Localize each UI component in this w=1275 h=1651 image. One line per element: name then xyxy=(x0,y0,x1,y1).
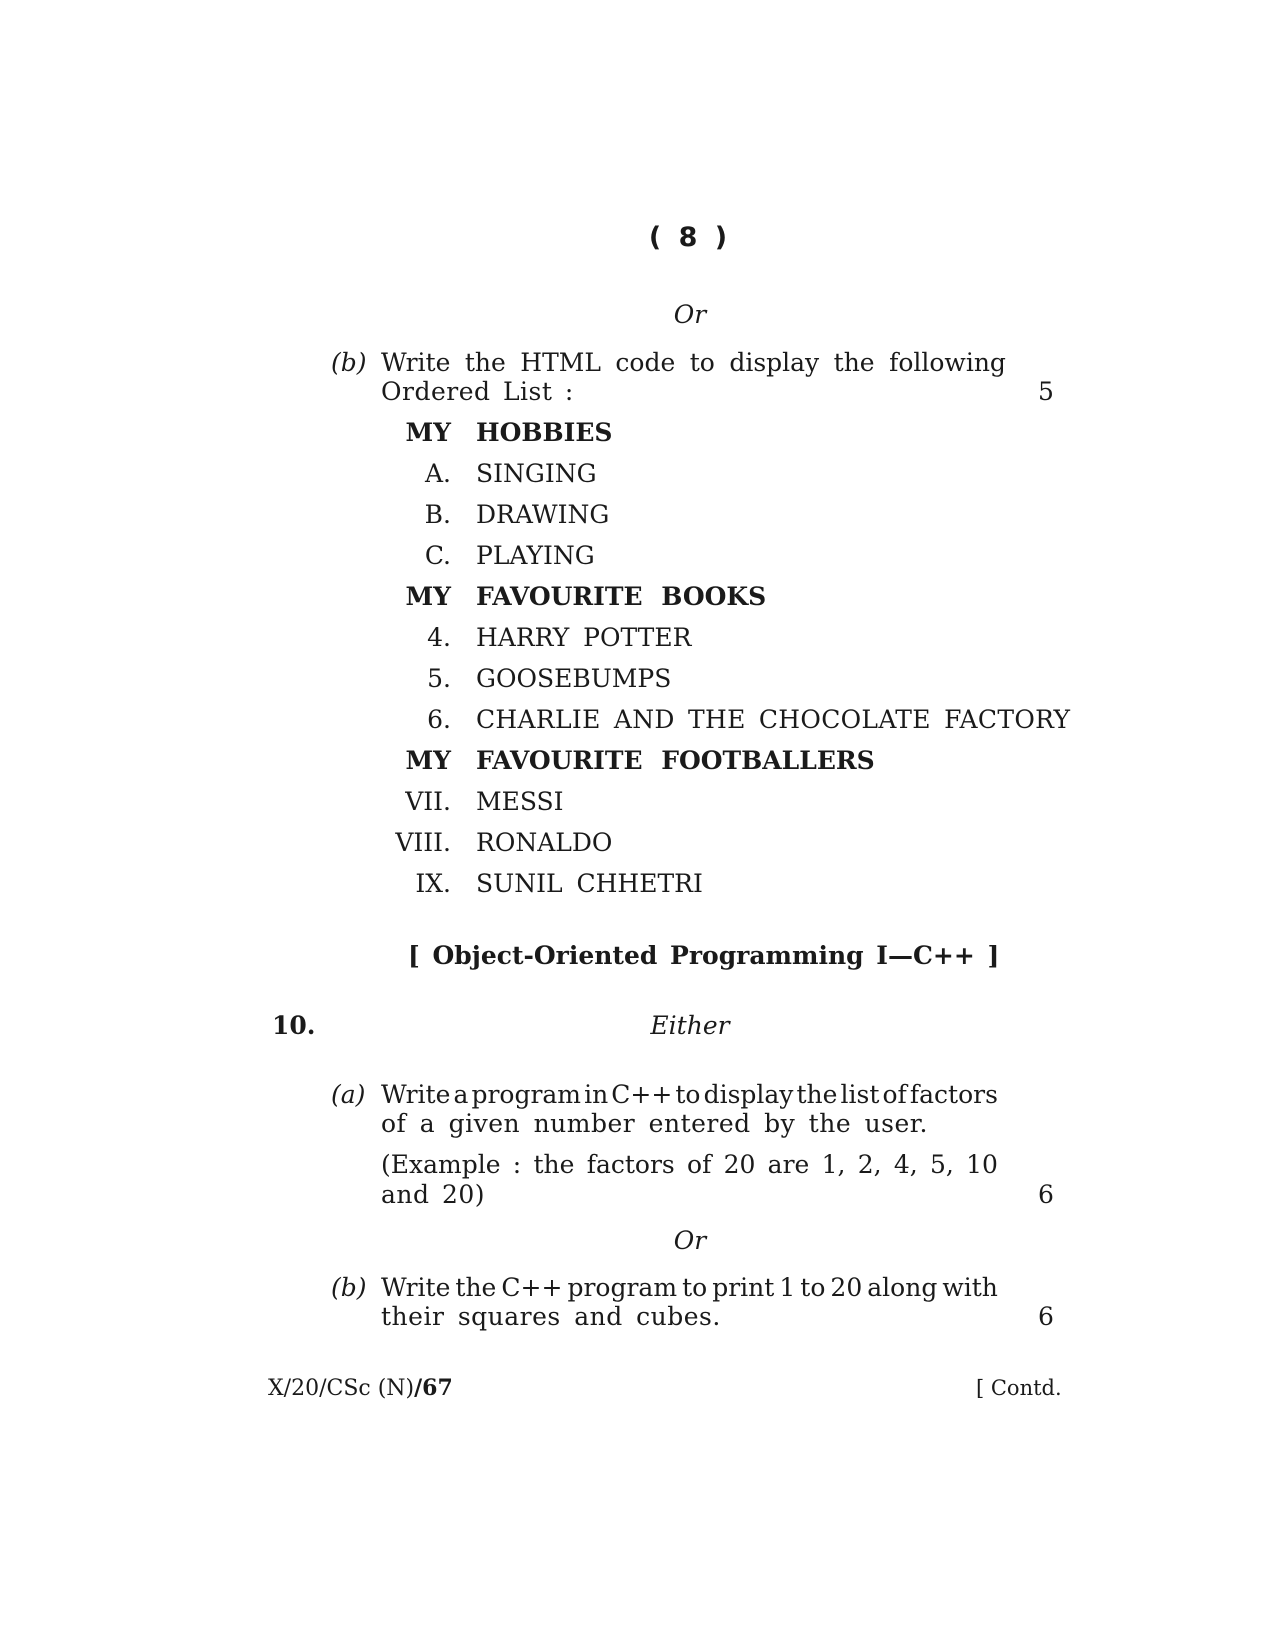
question-number: 10. xyxy=(272,1011,316,1040)
marks: 5 xyxy=(1038,377,1054,406)
word: following xyxy=(889,348,1006,377)
word: : xyxy=(512,1150,522,1179)
list-item: DRAWING xyxy=(476,500,610,529)
word: display xyxy=(703,1080,794,1109)
paper-code-suffix: /67 xyxy=(414,1375,453,1401)
word: program xyxy=(567,1273,678,1302)
word: 5, xyxy=(929,1150,954,1179)
paper-code xyxy=(268,1375,453,1401)
question-line xyxy=(381,1080,998,1109)
question-line xyxy=(381,1273,998,1302)
word: the xyxy=(455,1273,497,1302)
list-item: PLAYING xyxy=(476,541,595,570)
contd-label: [ Contd. xyxy=(976,1376,1062,1400)
list-marker: C. xyxy=(424,541,451,570)
word: are xyxy=(767,1150,810,1179)
list-marker: A. xyxy=(424,459,451,488)
word: 20 xyxy=(830,1273,863,1302)
word: C++ xyxy=(611,1080,673,1109)
word: HTML xyxy=(520,348,601,377)
list-marker: 4. xyxy=(427,623,451,652)
word: 1 xyxy=(779,1273,796,1302)
list-item: HARRY POTTER xyxy=(476,623,692,652)
word: C++ xyxy=(501,1273,563,1302)
word: the xyxy=(833,348,875,377)
list-heading-prefix: MY xyxy=(405,582,451,611)
list-marker: 5. xyxy=(427,664,451,693)
word: to xyxy=(689,348,715,377)
question-line: and 20) xyxy=(381,1180,486,1209)
list-item: RONALDO xyxy=(476,828,613,857)
list-heading: HOBBIES xyxy=(476,418,613,447)
word: the xyxy=(796,1080,838,1109)
list-marker: B. xyxy=(424,500,451,529)
word: the xyxy=(533,1150,575,1179)
or-label: Or xyxy=(673,300,707,329)
sub-question-label: (b) xyxy=(331,1273,367,1302)
question-line: of a given number entered by the user. xyxy=(381,1109,928,1138)
word: (Example xyxy=(381,1150,501,1179)
list-item: SUNIL CHHETRI xyxy=(476,869,703,898)
list-heading: FAVOURITE FOOTBALLERS xyxy=(476,746,875,775)
list-item: CHARLIE AND THE CHOCOLATE FACTORY xyxy=(476,705,1071,734)
list-marker: IX. xyxy=(415,869,451,898)
question-line xyxy=(381,1150,998,1179)
sub-question-label: (a) xyxy=(331,1080,366,1109)
section-title: [ Object-Oriented Programming I—C++ ] xyxy=(408,941,1000,970)
word: list xyxy=(840,1080,880,1109)
list-heading: FAVOURITE BOOKS xyxy=(476,582,767,611)
either-label: Either xyxy=(650,1011,730,1040)
word: to xyxy=(682,1273,708,1302)
sub-question-label: (b) xyxy=(331,348,367,377)
list-marker: 6. xyxy=(427,705,451,734)
word: of xyxy=(687,1150,712,1179)
word: Write xyxy=(381,1273,451,1302)
list-marker: VIII. xyxy=(395,828,451,857)
page-number: ( 8 ) xyxy=(648,222,732,253)
word: a xyxy=(453,1080,469,1109)
word: of xyxy=(882,1080,907,1109)
paper-code-prefix: X/20/CSc (N) xyxy=(268,1376,415,1401)
word: in xyxy=(584,1080,609,1109)
word: 2, xyxy=(857,1150,882,1179)
word: 4, xyxy=(893,1150,918,1179)
word: 10 xyxy=(966,1150,998,1179)
word: to xyxy=(675,1080,701,1109)
word: 1, xyxy=(821,1150,846,1179)
word: the xyxy=(464,348,506,377)
word: print xyxy=(712,1273,775,1302)
word: Write xyxy=(381,348,451,377)
marks: 6 xyxy=(1038,1302,1054,1331)
or-label: Or xyxy=(673,1226,707,1255)
word: with xyxy=(942,1273,998,1302)
question-line: their squares and cubes. xyxy=(381,1302,721,1331)
word: factors xyxy=(586,1150,675,1179)
question-line xyxy=(381,348,1006,377)
word: Write xyxy=(381,1080,451,1109)
word: factors xyxy=(909,1080,998,1109)
question-line: Ordered List : xyxy=(381,377,574,406)
list-item: GOOSEBUMPS xyxy=(476,664,672,693)
word: to xyxy=(800,1273,826,1302)
list-heading-prefix: MY xyxy=(405,746,451,775)
word: along xyxy=(867,1273,938,1302)
word: code xyxy=(615,348,676,377)
list-marker: VII. xyxy=(405,787,451,816)
list-heading-prefix: MY xyxy=(405,418,451,447)
word: 20 xyxy=(723,1150,756,1179)
marks: 6 xyxy=(1038,1180,1054,1209)
list-item: MESSI xyxy=(476,787,564,816)
word: display xyxy=(729,348,820,377)
word: program xyxy=(471,1080,582,1109)
list-item: SINGING xyxy=(476,459,597,488)
